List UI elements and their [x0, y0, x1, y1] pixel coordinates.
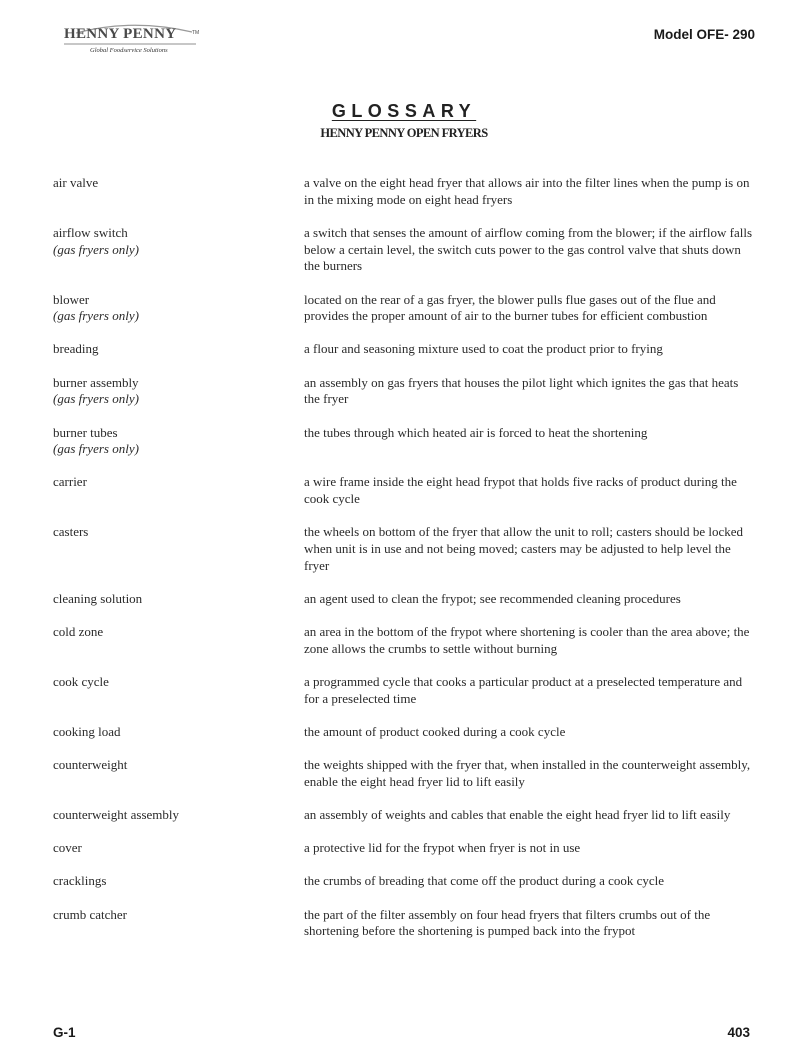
glossary-term-cell: [53, 292, 304, 325]
glossary-term-cell: [53, 175, 304, 208]
glossary-entry: [53, 425, 758, 458]
glossary-term-cell: [53, 907, 304, 940]
glossary-definition: the wheels on bottom of the fryer that allow the unit to roll; casters should be locked when unit is in use and not being moved; casters may be adjusted to help level the fryer: [304, 524, 744, 573]
logo-tagline: Global Foodservice Solutions: [90, 47, 168, 54]
model-number: Model OFE- 290: [653, 27, 755, 42]
glossary-term: cover: [53, 840, 82, 856]
glossary-definition: a valve on the eight head fryer that allows air into the filter lines when the pump is on in the mixing mode on eight head fryers: [304, 175, 750, 207]
section-number: G-1: [53, 1025, 76, 1040]
glossary-term: blower: [53, 291, 90, 307]
glossary-entry: [53, 292, 758, 325]
glossary-definition: an area in the bottom of the frypot where shortening is cooler than the area above; the zone allows the crumbs to settle without burning: [304, 624, 750, 656]
glossary-definition: a wire frame inside the eight head frypot that holds five racks of product during the cook cycle: [304, 474, 737, 507]
glossary-term: crumb catcher: [53, 906, 127, 922]
glossary-definition: a protective lid for the frypot when fryer is not in use: [304, 840, 581, 856]
glossary-entry: [53, 757, 758, 790]
glossary-definition: an assembly of weights and cables that enable the eight head fryer lid to lift easily: [304, 807, 731, 823]
glossary-entry: [53, 674, 758, 707]
glossary-definition: a flour and seasoning mixture used to coat the product prior to frying: [304, 341, 663, 357]
glossary-term-note: (gas fryers only): [53, 241, 139, 257]
glossary-term-cell: [53, 624, 304, 657]
glossary-entry: [53, 907, 758, 940]
glossary-term: cold zone: [53, 624, 104, 640]
glossary-term-cell: [53, 375, 304, 408]
glossary-term-cell: [53, 807, 304, 824]
glossary-definition: the part of the filter assembly on four head fryers that filters crumbs out of the shortening before the shortening is pumped back into the frypot: [304, 906, 711, 939]
glossary-term-cell: [53, 674, 304, 707]
glossary-term: burner assembly: [53, 374, 139, 390]
page-subtitle: HENNY PENNY OPEN FRYERS: [320, 126, 488, 140]
glossary-term: airflow switch: [53, 224, 128, 240]
glossary-term-note: (gas fryers only): [53, 308, 139, 324]
glossary-term: carrier: [53, 474, 87, 490]
glossary-term-cell: [53, 840, 304, 857]
glossary-term-cell: [53, 757, 304, 790]
glossary-term-cell: [53, 724, 304, 741]
glossary-term: burner tubes: [53, 424, 118, 440]
glossary-entry: [53, 840, 758, 857]
glossary-term: cooking load: [53, 723, 121, 739]
glossary-term: cleaning solution: [53, 590, 143, 606]
glossary-entry: [53, 175, 758, 208]
glossary-entry: [53, 474, 758, 507]
glossary-entry: [53, 807, 758, 824]
logo-name: HENNY PENNY: [64, 26, 177, 42]
glossary-term-cell: [53, 873, 304, 890]
glossary-term: counterweight: [53, 757, 128, 773]
glossary-entry: [53, 873, 758, 890]
glossary-entry: [53, 375, 758, 408]
glossary-term-cell: [53, 425, 304, 458]
glossary-definition: an agent used to clean the frypot; see recommended cleaning procedures: [304, 590, 681, 606]
glossary-definition: the weights shipped with the fryer that, when installed in the counterweight assembly, enable the eight head fryer lid to lift easily: [304, 757, 751, 789]
glossary-term-cell: [53, 524, 304, 574]
glossary-term: casters: [53, 524, 89, 540]
logo-trademark: TM: [192, 30, 200, 36]
glossary-definition: the amount of product cooked during a cook cycle: [304, 723, 566, 739]
page-number: 403: [727, 1025, 750, 1040]
glossary-entry: [53, 591, 758, 608]
glossary-entry: [53, 524, 758, 574]
glossary-term: counterweight assembly: [53, 807, 179, 823]
page-title: GLOSSARY: [331, 101, 477, 121]
glossary-term: cook cycle: [53, 674, 109, 690]
glossary-definition: located on the rear of a gas fryer, the blower pulls flue gases out of the flue and provides the proper amount of air to the burner tubes for efficient combustion: [304, 291, 716, 324]
glossary-definition: a programmed cycle that cooks a particular product at a preselected temperature and for a preselected time: [304, 674, 743, 706]
glossary-entry: [53, 225, 758, 275]
glossary-term: air valve: [53, 175, 99, 190]
glossary-term-cell: [53, 225, 304, 275]
glossary-term-note: (gas fryers only): [53, 441, 139, 457]
glossary-definition: a switch that senses the amount of airflow coming from the blower; if the airflow falls below a certain level, the switch cuts power to the gas control valve that shuts down the burners: [304, 224, 753, 274]
glossary-term: cracklings: [53, 873, 107, 889]
glossary-definition: the crumbs of breading that come off the product during a cook cycle: [304, 873, 665, 889]
henny-penny-logo: [62, 20, 202, 60]
glossary-term-note: (gas fryers only): [53, 391, 139, 407]
glossary-term-cell: [53, 591, 304, 608]
glossary-definition: the tubes through which heated air is forced to heat the shortening: [304, 424, 648, 440]
glossary-entry: [53, 724, 758, 741]
glossary-entry: [53, 341, 758, 358]
glossary-definition: an assembly on gas fryers that houses the pilot light which ignites the gas that heats the fryer: [304, 374, 739, 407]
glossary-entry: [53, 624, 758, 657]
glossary-term: breading: [53, 341, 99, 357]
glossary-term-cell: [53, 474, 304, 507]
glossary-term-cell: [53, 341, 304, 358]
glossary-list: [53, 175, 758, 957]
